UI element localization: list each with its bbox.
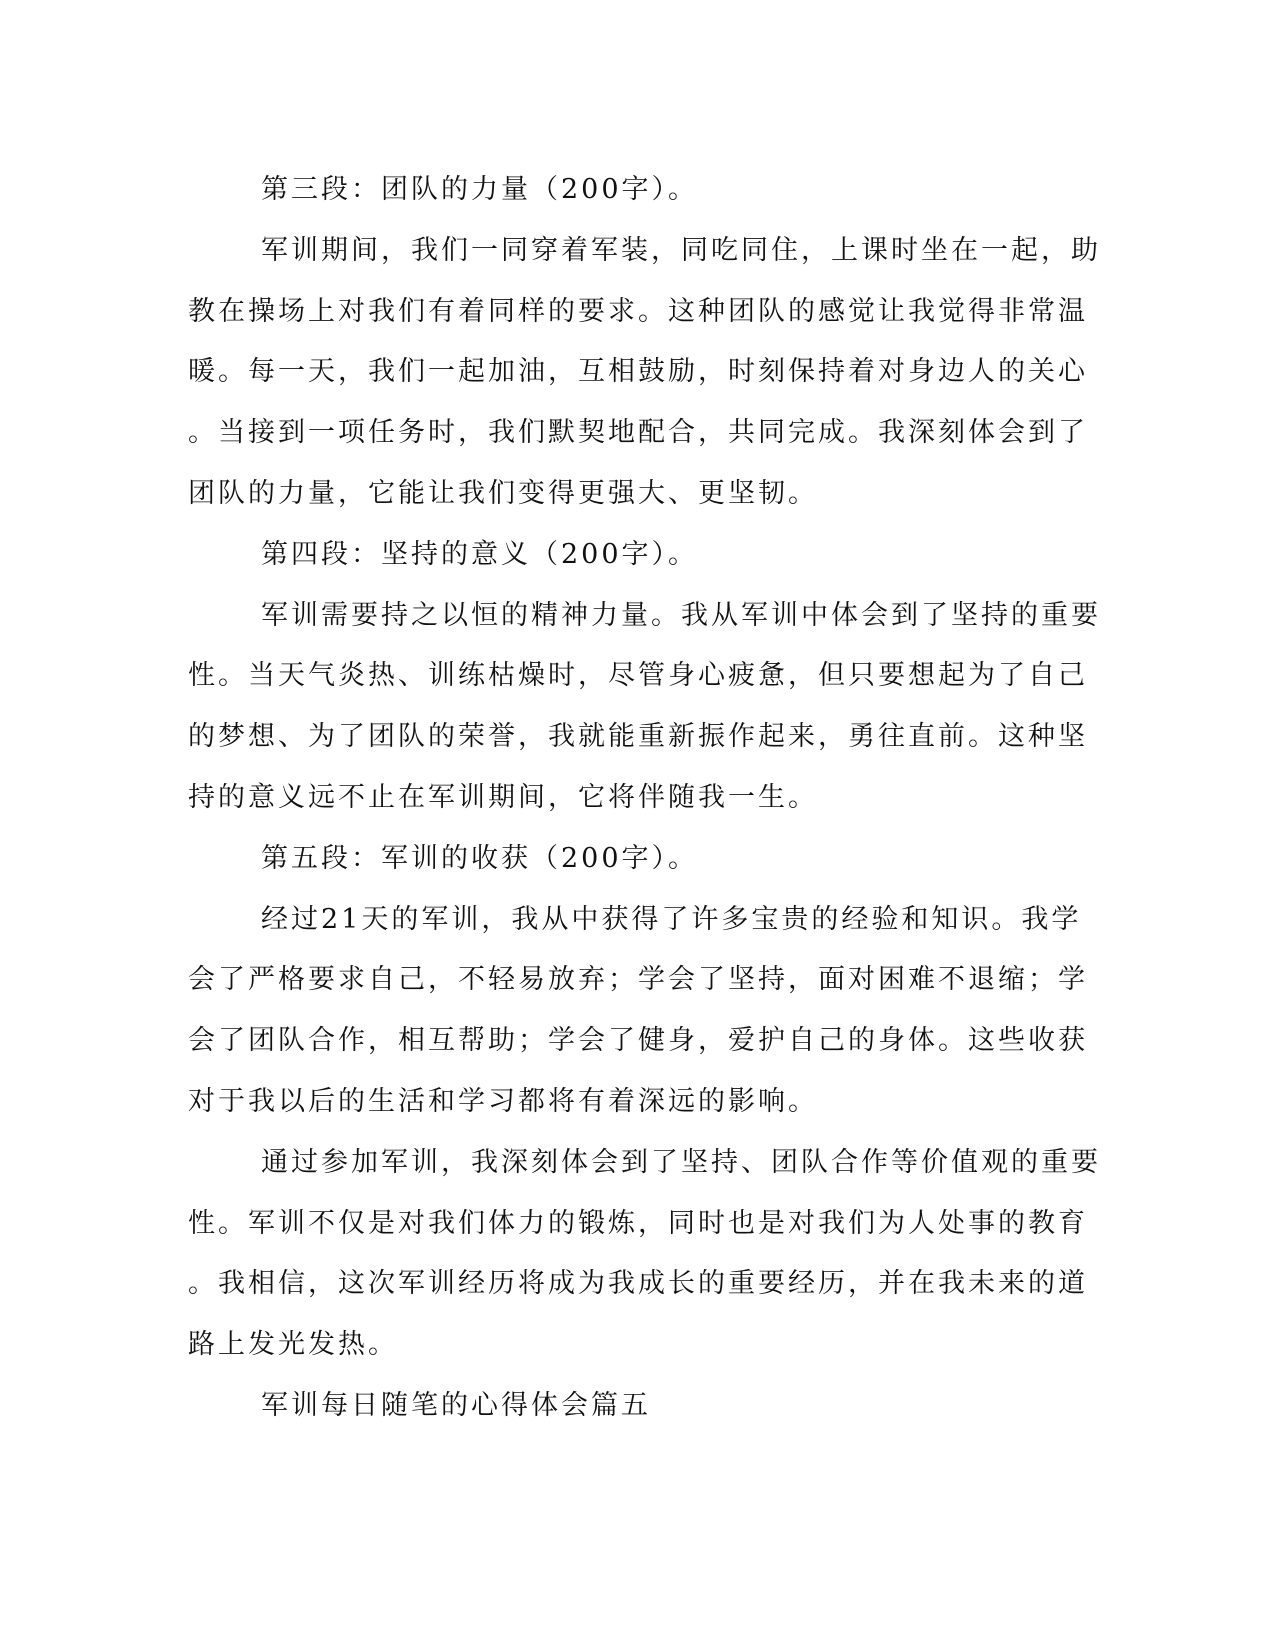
section-heading-4: 第四段：坚持的意义（200字）。 [261,538,699,570]
text-line: 团队的力量，它能让我们变得更强大、更坚韧。 [188,477,818,509]
article-title-next: 军训每日随笔的心得体会篇五 [261,1389,651,1421]
text-line: 。我相信，这次军训经历将成为我成长的重要经历，并在我未来的道 [188,1268,1088,1300]
document-body [188,160,1101,1437]
text-line: 会了严格要求自己，不轻易放弃；学会了坚持，面对困难不退缩；学 [188,964,1088,996]
text-line: 性。当天气炎热、训练枯燥时，尽管身心疲惫，但只要想起为了自己 [188,660,1088,692]
text-line: 会了团队合作，相互帮助；学会了健身，爱护自己的身体。这些收获 [188,1025,1088,1057]
text-line: 军训需要持之以恒的精神力量。我从军训中体会到了坚持的重要 [261,599,1101,631]
section-heading-5: 第五段：军训的收获（200字）。 [261,842,699,874]
section-heading-3: 第三段：团队的力量（200字）。 [261,174,699,205]
text-line: 经过21天的军训，我从中获得了许多宝贵的经验和知识。我学 [261,903,1082,935]
text-line: 通过参加军训，我深刻体会到了坚持、团队合作等价值观的重要 [261,1146,1101,1178]
text-line: 的梦想、为了团队的荣誉，我就能重新振作起来，勇往直前。这种坚 [188,721,1088,753]
text-line: 路上发光发热。 [188,1329,398,1361]
text-line: 暖。每一天，我们一起加油，互相鼓励，时刻保持着对身边人的关心 [188,356,1088,388]
text-line: 对于我以后的生活和学习都将有着深远的影响。 [188,1085,818,1117]
text-line: 持的意义远不止在军训期间，它将伴随我一生。 [188,781,818,813]
text-line: 。当接到一项任务时，我们默契地配合，共同完成。我深刻体会到了 [188,417,1088,449]
text-line: 性。军训不仅是对我们体力的锻炼，同时也是对我们为人处事的教育 [188,1207,1088,1239]
text-line: 教在操场上对我们有着同样的要求。这种团队的感觉让我觉得非常温 [188,295,1088,327]
text-line: 军训期间，我们一同穿着军装，同吃同住，上课时坐在一起，助 [261,234,1101,266]
